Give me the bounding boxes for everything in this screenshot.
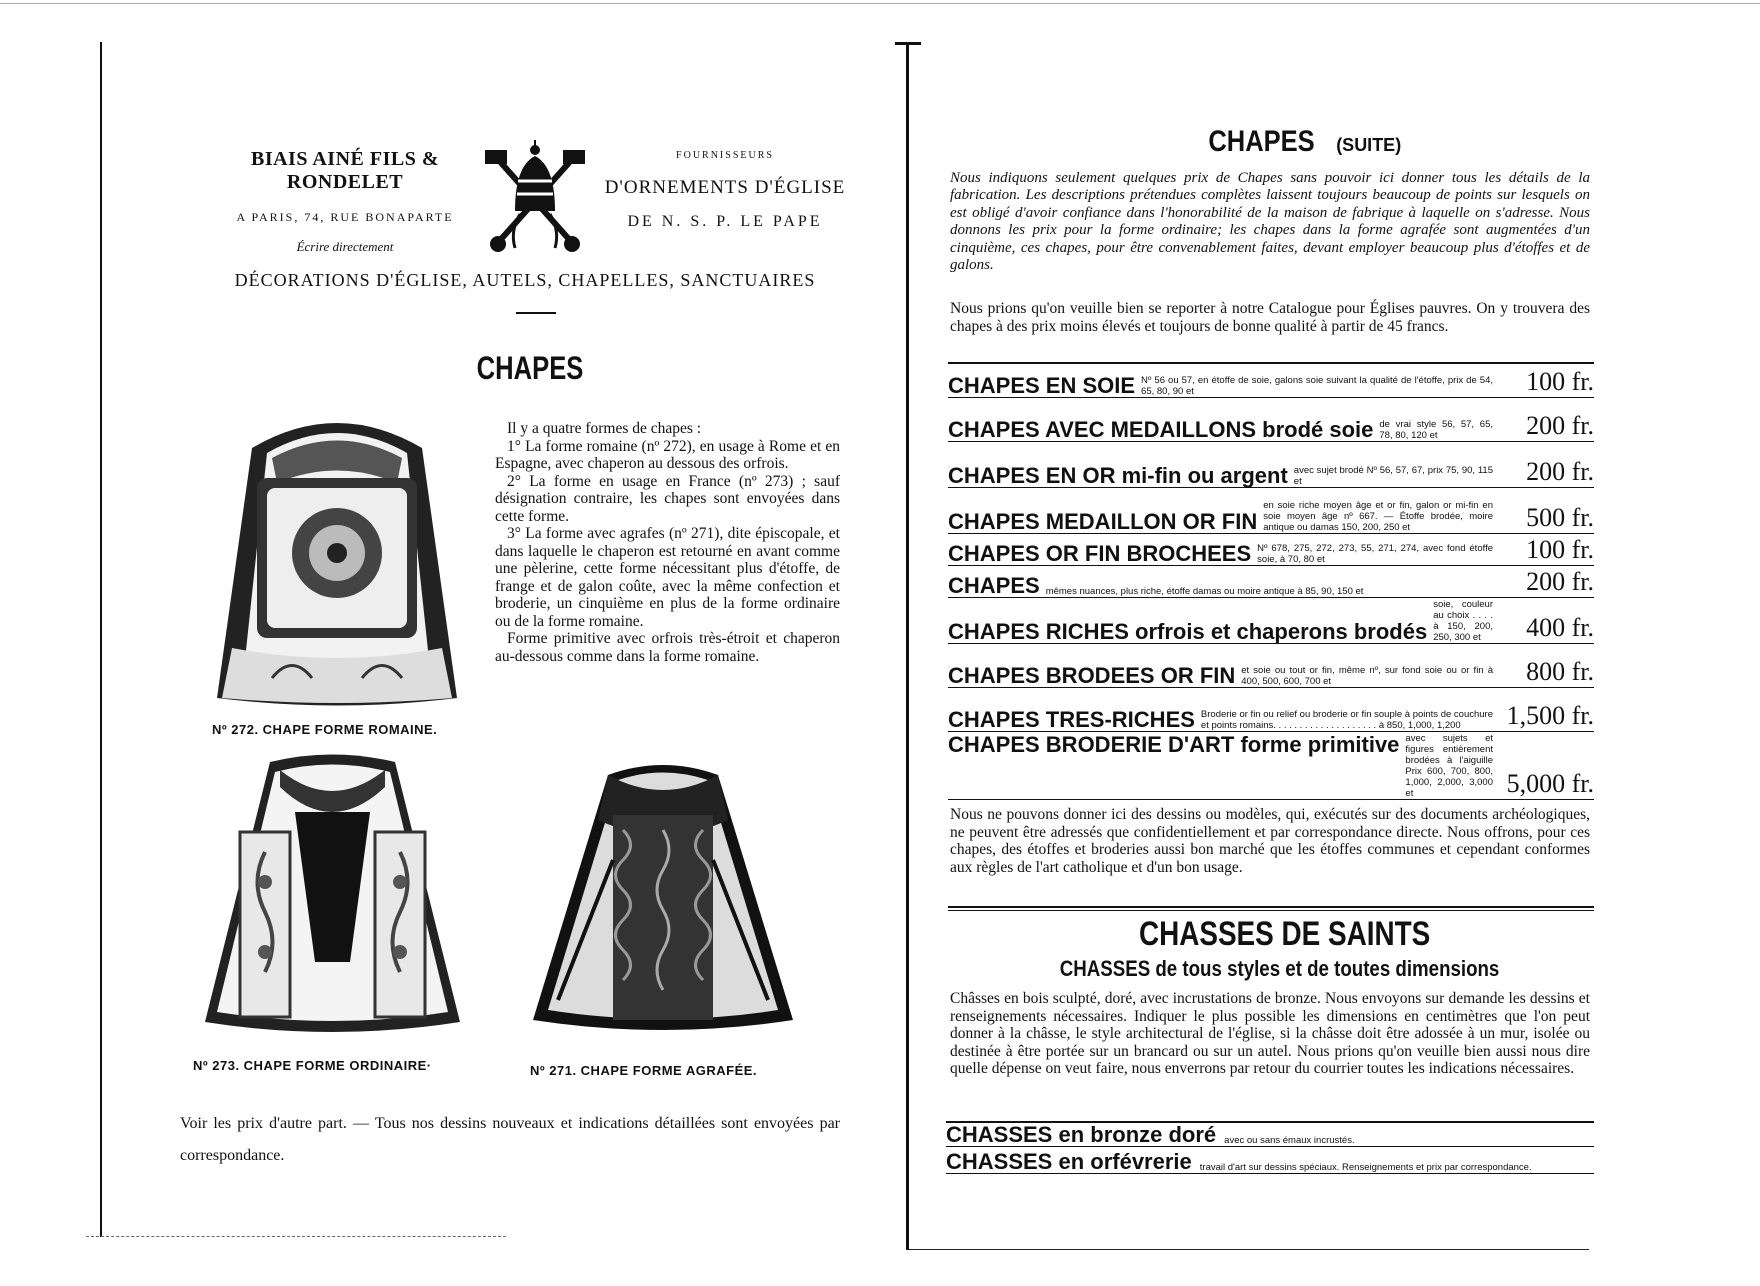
footer-note: Voir les prix d'autre part. — Tous nos dessins nouveaux et indications détaillées sont envoyées par correspondance. — [180, 1115, 840, 1164]
price-item-price: 200 fr. — [1526, 457, 1594, 486]
caption-273: Nº 273. CHAPE FORME ORDINAIRE· — [193, 1058, 432, 1073]
price-item-price: 100 fr. — [1526, 367, 1594, 396]
cope-271-illustration — [528, 760, 798, 1040]
intro-line-5: Forme primitive avec orfrois très-étroit et chaperon au-dessous comme dans la forme romaine. — [495, 630, 840, 665]
price-item-name: CHAPES OR FIN BROCHEES — [948, 541, 1252, 566]
papal-emblem-icon — [480, 136, 590, 256]
chasses-item-name: CHASSES en bronze doré — [946, 1122, 1217, 1147]
right-intro-plain: Nous prions qu'on veuille bien se reporter à notre Catalogue pour Églises pauvres. On y trouvera des chapes à des prix moins élevés et toujours de bonne qualité à partir de 45 francs. — [950, 300, 1590, 335]
cope-272-illustration — [212, 408, 462, 713]
price-item-name: CHAPES MEDAILLON OR FIN — [948, 509, 1258, 534]
right-page-bottom-rule — [909, 1249, 1589, 1250]
price-item-price: 500 fr. — [1526, 503, 1594, 532]
price-item-price: 200 fr. — [1526, 567, 1594, 596]
top-edge-line — [0, 3, 1760, 4]
chasses-title — [1060, 915, 1510, 954]
header-rule — [516, 312, 556, 314]
right-outro: Nous ne pouvons donner ici des dessins ou modèles, qui, exécutés sur des documents archéologiques, ne peuvent être adressés que confidentiellement et par correspondance directe. Nous offrons, pour ces chapes, des étoffes et broderies aussi bon marché que les étoffes communes et cependant conformes aux règles de l'art catholique et d'un bon usage. — [950, 806, 1590, 876]
price-item-price: 100 fr. — [1526, 535, 1594, 564]
price-row — [948, 644, 1594, 688]
chapes-intro — [495, 420, 840, 665]
price-item-name: CHAPES EN SOIE — [948, 373, 1136, 398]
chasses-subtitle — [980, 956, 1580, 982]
chasses-title-text: CHASSES DE SAINTS — [1139, 915, 1431, 953]
left-page-bottom-edge — [86, 1236, 506, 1237]
intro-line-2: 1° La forme romaine (nº 272), en usage à Rome et en Espagne, avec chaperon au dessous des orfrois. — [495, 437, 840, 472]
chasses-item-detail: avec ou sans émaux incrustés. — [1224, 1135, 1355, 1147]
page-title: CHAPES — [476, 350, 584, 386]
ornaments-label: D'ORNEMENTS D'ÉGLISE — [604, 177, 846, 198]
price-item-detail: en soie riche moyen âge et or fin, galon or mi-fin en soie moyen âge nº 667. — Étoffe brodée, moire antique ou damas 150, 200, 250 et — [1263, 500, 1493, 533]
price-item-detail: de vrai style 56, 57, 65, 78, 80, 120 et — [1379, 419, 1493, 441]
intro-line-3: 2° La forme en usage en France (nº 273) ; sauf désignation contraire, les chapes sont envoyées dans cette forme. — [495, 472, 840, 525]
right-title-main: CHAPES — [1208, 125, 1315, 158]
chasses-row — [946, 1150, 1594, 1174]
chasses-item-detail: travail d'art sur dessins spéciaux. Renseignements et prix par correspondance. — [1199, 1162, 1532, 1174]
price-item-price: 800 fr. — [1526, 657, 1594, 686]
price-item-name: CHAPES — [948, 573, 1040, 598]
price-item-detail: Broderie or fin ou relief ou broderie or fin souple à points de couchure et points romains. . . . . . . . . . . . . . . . . . . . à 850, 1,000, 1,200 — [1200, 709, 1493, 731]
price-item-name: CHAPES TRES-RICHES — [948, 707, 1195, 732]
price-item-detail: avec sujet brodé Nº 56, 57, 67, prix 75, 90, 115 et — [1293, 465, 1493, 487]
price-row — [948, 364, 1594, 398]
price-row — [948, 566, 1594, 598]
price-item-detail: soie, couleur au choix . . . . à 150, 200, 250, 300 et — [1433, 599, 1493, 643]
firm-address: A PARIS, 74, RUE BONAPARTE — [236, 210, 454, 224]
chasses-description: Châsses en bois sculpté, doré, avec incrustations de bronze. Nous envoyons sur demande les dessins et renseignements nécessaires. Indiquer le plus possible les dimensions en centimètres que l'on peut donner à la châsse, le style architectural de l'église, si la châsse doit être adossée à un mur, isolée ou destinée à être portée sur un brancard ou sur un autel. Nous prions qu'on veuille bien aussi nous dire quelle dépense on veut faire, nous enverrons par retour du courrier toutes les indications nécessaires. — [950, 990, 1590, 1077]
price-item-name: CHAPES AVEC MEDAILLONS brodé soie — [948, 417, 1374, 442]
write-directly-note: Écrire directement — [296, 239, 394, 254]
firm-header — [205, 148, 485, 255]
price-row — [948, 488, 1594, 534]
price-row — [948, 598, 1594, 644]
chasses-item-name: CHASSES en orfévrerie — [946, 1149, 1192, 1174]
price-item-detail: Nº 678, 275, 272, 273, 55, 271, 274, avec fond étoffe soie, à 70, 80 et — [1257, 543, 1493, 565]
price-item-detail: Nº 56 ou 57, en étoffe de soie, galons soie suivant la qualité de l'étoffe, prix de 54, 65, 80, 90 et — [1141, 375, 1493, 397]
price-row — [948, 534, 1594, 566]
right-page-title — [1150, 125, 1450, 159]
center-fold-line — [906, 42, 909, 1250]
price-item-detail: et soie ou tout or fin, même nº, sur fond soie ou or fin à 400, 500, 600, 700 et — [1241, 665, 1493, 687]
firm-name: BIAIS AINÉ FILS & RONDELET — [250, 148, 439, 193]
right-intro-italic: Nous indiquons seulement quelques prix de Chapes sans pouvoir ici donner tous les détails de la fabrication. Les descriptions prétendues complètes laissent toujours beaucoup de points sur lesquels on est obligé d'avoir confiance dans l'honorabilité de la maison de fabrique à laquelle on s'adresse. Nous donnons les prix pour la forme ordinaire; les chapes dans la forme agrafée sont augmentées d'un cinquième, ces chapes, pour être convenablement faites, devant employer beaucoup plus d'étoffes et de galons. — [950, 170, 1590, 274]
supplier-header — [590, 150, 860, 231]
decorations-line: DÉCORATIONS D'ÉGLISE, AUTELS, CHAPELLES, SANCTUAIRES — [234, 270, 816, 290]
supplier-label: FOURNISSEURS — [676, 150, 774, 161]
price-item-name: CHAPES BRODERIE D'ART forme primitive — [948, 732, 1400, 757]
price-row — [948, 688, 1594, 732]
price-list — [948, 362, 1594, 800]
price-item-name: CHAPES RICHES orfrois et chaperons brodés — [948, 619, 1428, 644]
left-page-border — [100, 42, 102, 1237]
price-row — [948, 732, 1594, 800]
price-row — [948, 398, 1594, 442]
price-item-name: CHAPES BRODEES OR FIN — [948, 663, 1236, 688]
price-item-price: 1,500 fr. — [1506, 701, 1594, 730]
papal-label: DE N. S. P. LE PAPE — [627, 213, 823, 230]
caption-271: Nº 271. CHAPE FORME AGRAFÉE. — [530, 1063, 758, 1078]
chasses-subtitle-text: CHASSES de tous styles et de toutes dimensions — [1060, 956, 1500, 981]
price-row — [948, 442, 1594, 488]
price-item-name: CHAPES EN OR mi-fin ou argent — [948, 463, 1288, 488]
price-item-price: 200 fr. — [1526, 411, 1594, 440]
intro-line-1: Il y a quatre formes de chapes : — [507, 420, 702, 437]
price-item-price: 5,000 fr. — [1506, 769, 1594, 798]
caption-272: Nº 272. CHAPE FORME ROMAINE. — [212, 722, 438, 737]
price-item-detail: mêmes nuances, plus riche, étoffe damas ou moire antique à 85, 90, 150 et — [1045, 586, 1364, 597]
chasses-row — [946, 1121, 1594, 1147]
section-double-rule — [948, 906, 1594, 911]
price-item-price: 400 fr. — [1526, 613, 1594, 642]
right-title-suffix: (SUITE) — [1336, 135, 1402, 155]
price-item-detail: avec sujets et figures entièrement brodées à l'aiguille Prix 600, 700, 800, 1,000, 2,000, 3,000 et — [1405, 733, 1493, 799]
cope-273-illustration — [200, 752, 465, 1042]
intro-line-4: 3° La forme avec agrafes (nº 271), dite épiscopale, et dans laquelle le chaperon est retourné en avant comme une pèlerine, cette forme nécessitant plus d'étoffe, de frange et de galon coûte, avec la même confection et broderie, un cinquième en plus de la forme ordinaire ou de la forme romaine. — [495, 525, 840, 630]
